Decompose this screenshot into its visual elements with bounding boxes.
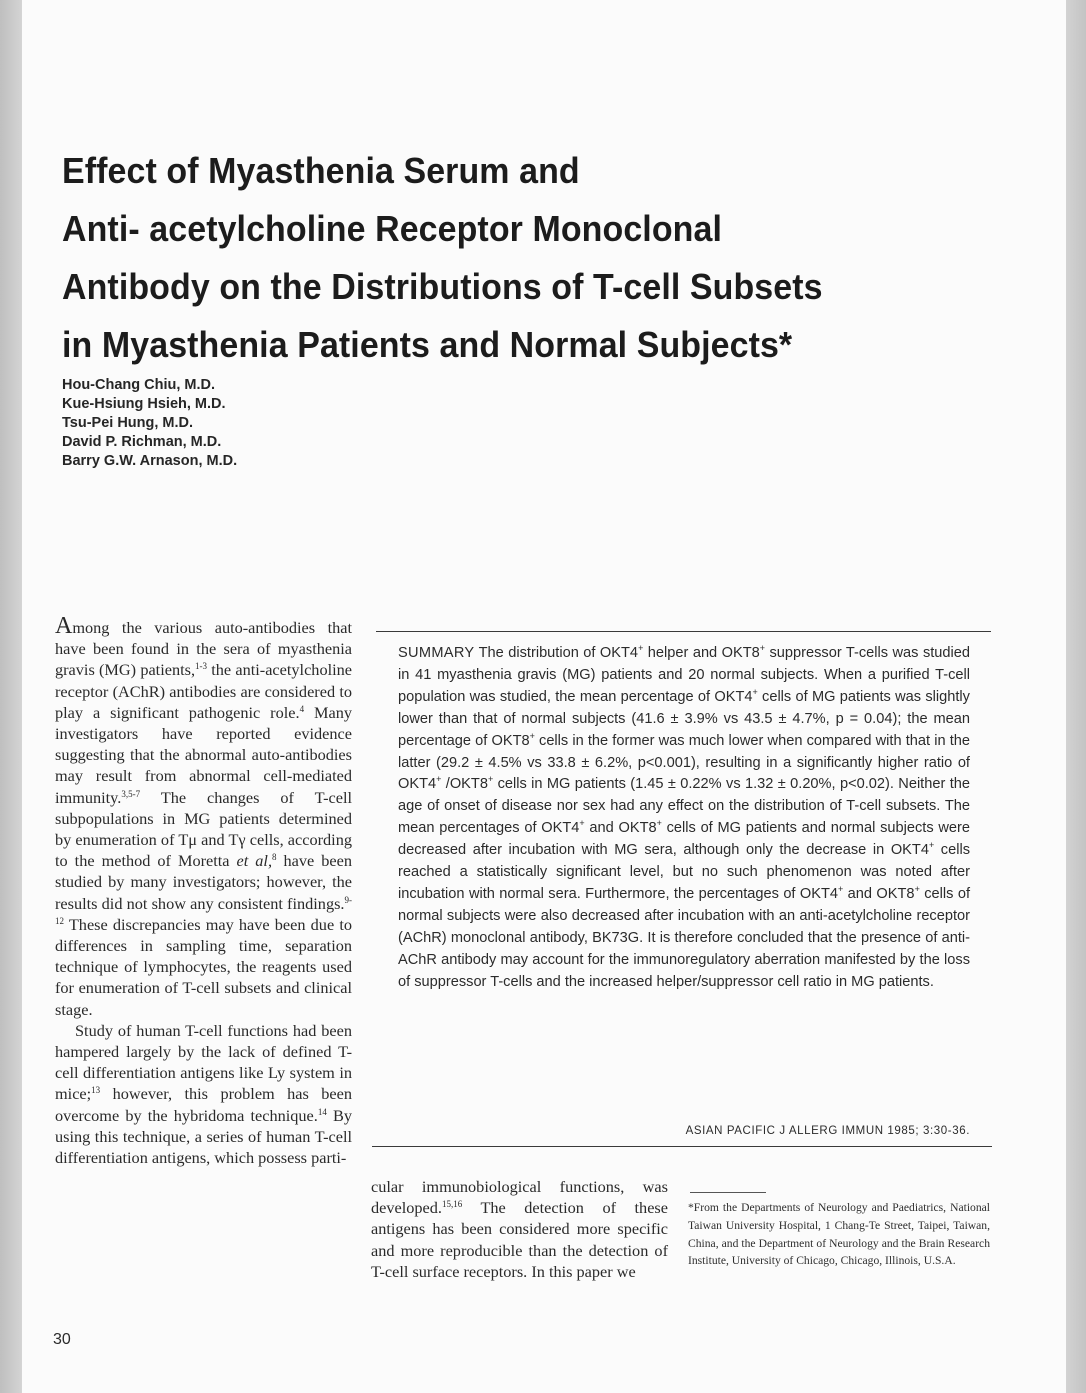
body-column-left [55, 613, 353, 1168]
article-title [62, 142, 955, 374]
summary-bottom-rule [372, 1146, 992, 1147]
page-number: 30 [53, 1331, 71, 1348]
author: Tsu-Pei Hung, M.D. [62, 415, 194, 431]
body-paragraph: Study of human T-cell functions had been hampered largely by the lack of defined T-cell differentiation antigens like Ly system in mice;$^{13}$ however, this problem has been overcome by the hybridoma technique.$^{14}$ By using this technique, a series of human T-cell differentiation antigens, which possess parti- [55, 1020, 352, 1168]
title-line: Antibody on the Distributions of T-cell Subsets [62, 266, 823, 307]
title-line: Anti- acetylcholine Receptor Monoclonal [62, 208, 722, 249]
reference: 13 [91, 1085, 101, 1096]
reference: 4 [299, 703, 305, 714]
summary-abstract: SUMMARY The distribution of OKT4+ helper and OKT8+ suppressor T-cells was studied in 41 myasthenia gravis (MG) patients and 20 normal subjects. When a purified T-cell population was studied, the mean percentage of OKT4+ cells of MG patients was slightly lower than that of normal subjects (41.6 ± 3.9% vs 43.5 ± 4.7%, p = 0.04); the mean percentage of OKT8+ cells in the former was much lower when compared with that in the latter (29.2 ± 4.5% vs 33.8 ± 6.2%, p<0.001), resulting in a significantly higher ratio of OKT4+ /OKT8+ cells in MG patients (1.45 ± 0.22% vs 1.32 ± 0.20%, p<0.02). Neither the age of onset of disease nor sex had any effect on the distribution of T-cell subsets. The mean percentages of OKT4+ and OKT8+ cells of MG patients and normal subjects were decreased after incubation with MG sera, although only the decrease in OKT4+ cells reached a statistically significant level, but no such phenomenon was noted after incubation with normal sera. Furthermore, the percentages of OKT4+ and OKT8+ cells of normal subjects were also decreased after incubation with an anti-acetylcholine receptor (AChR) monoclonal antibody, BK73G. It is therefore concluded that the presence of anti-AChR antibody may account for the immunoregulatory aberration manifested by the loss of suppressor T-cells and the increased helper/suppressor cell ratio in MG patients. [398, 643, 971, 990]
author: Hou-Chang Chiu, M.D. [62, 377, 216, 393]
body-column-middle [371, 1176, 668, 1282]
summary-top-rule [376, 631, 991, 632]
body-paragraph: cular immunobiological functions, was developed.$^{15,16}$ The detection of these antigens has been considered more specific and more reproducible than the detection of T-cell surface receptors. In this paper we [371, 1177, 668, 1281]
reference: 14 [317, 1106, 327, 1117]
scan-margin-right [1066, 0, 1086, 1393]
reference: 8 [272, 852, 277, 863]
title-line: Effect of Myasthenia Serum and [62, 150, 580, 191]
intro-paragraph: Among the various auto-antibodies that have been found in the sera of myasthenia gravis (MG) patients,$^{1-3}$ the anti-acetylcholine receptor (AChR) antibodies are considered to play a significant pathogenic role.$^4$ Many investigators have reported evidence suggesting that the abnormal auto-antibodies may result from abnormal cell-mediated immunity.$^{3,5-7}$ The changes of T-cell subpopulations in MG patients determined by enumeration of Tμ and Tγ cells, according to the method of Moretta et al,$^8$ have been studied by many investigators; however, the results did not show any consistent findings.$^{9-12}$ These discrepancies may have been due to differences in sampling time, separation technique of lymphocytes, the reagents used for enumeration of T-cell subsets and clinical stage. [55, 613, 353, 1019]
journal-citation: ASIAN PACIFIC J ALLERG IMMUN 1985; 3:30-36. [685, 1125, 970, 1137]
footnote-rule [690, 1192, 766, 1193]
reference: 1-3 [195, 661, 208, 672]
author: Kue-Hsiung Hsieh, M.D. [62, 396, 226, 412]
title-line: in Myasthenia Patients and Normal Subjects* [62, 324, 793, 365]
drop-cap: A [55, 613, 73, 639]
author-list [62, 376, 237, 471]
summary-label: SUMMARY [398, 645, 475, 661]
affiliation-footnote: *From the Departments of Neurology and Paediatrics, National Taiwan University Hospital, 1 Chang-Te Street, Taipei, Taiwan, China, and the Department of Neurology and the Brain Research Institute, University of Chicago, Chicago, Illinois, U.S.A. [688, 1201, 990, 1268]
scan-margin-left [0, 0, 22, 1393]
author: Barry G.W. Arnason, M.D. [62, 453, 238, 469]
reference: 9-12 [55, 894, 352, 926]
reference: 3,5-7 [121, 788, 141, 799]
reference: 15,16 [441, 1199, 463, 1210]
author: David P. Richman, M.D. [62, 434, 222, 450]
